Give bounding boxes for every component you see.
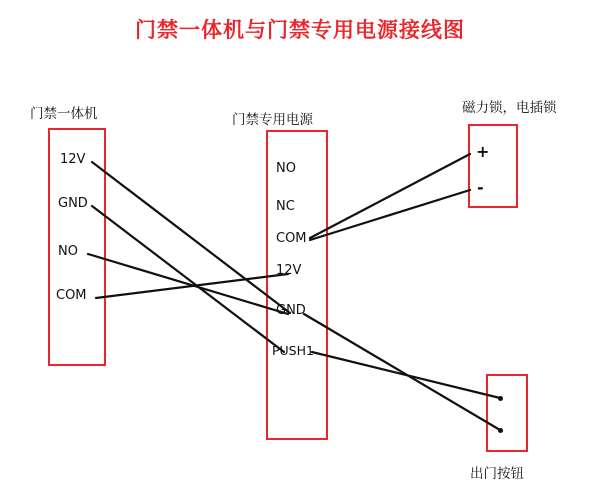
controller-terminal-no: NO	[58, 244, 78, 259]
controller-terminal-gnd: GND	[58, 196, 88, 211]
button-box	[486, 374, 528, 452]
power-terminal-nc: NC	[276, 199, 295, 214]
power-terminal-gnd: GND	[276, 303, 306, 318]
controller-terminal-12v: 12V	[60, 152, 86, 167]
lock-terminal-minus: -	[477, 178, 484, 197]
lock-terminal-plus: +	[476, 142, 490, 161]
button-contact-bottom-dot	[498, 428, 503, 433]
power-caption: 门禁专用电源	[232, 112, 313, 128]
power-terminal-com: COM	[276, 231, 307, 246]
wire-controller-com-to-power-12v	[96, 274, 288, 298]
controller-caption: 门禁一体机	[30, 106, 98, 122]
power-terminal-push1: PUSH1	[272, 343, 314, 358]
power-terminal-12v: 12V	[276, 263, 302, 278]
wire-controller-12v-to-power-gnd	[92, 162, 290, 313]
power-terminal-no: NO	[276, 161, 296, 176]
wire-controller-gnd-to-power-push1	[92, 206, 284, 352]
button-contact-top-dot	[498, 396, 503, 401]
wire-power-com-to-lock-minus	[310, 190, 470, 240]
wire-power-push1-to-button-top	[312, 352, 500, 398]
wire-power-com-to-lock-plus	[310, 154, 470, 238]
wire-controller-no-to-power-gnd	[88, 254, 288, 314]
power-box	[266, 130, 328, 440]
page-title: 门禁一体机与门禁专用电源接线图	[135, 18, 465, 42]
lock-box	[468, 124, 518, 208]
lock-caption: 磁力锁，电插锁	[462, 100, 557, 116]
button-caption: 出门按钮	[470, 466, 524, 482]
controller-terminal-com: COM	[56, 288, 87, 303]
wire-power-gnd-to-button-bottom	[304, 314, 500, 430]
